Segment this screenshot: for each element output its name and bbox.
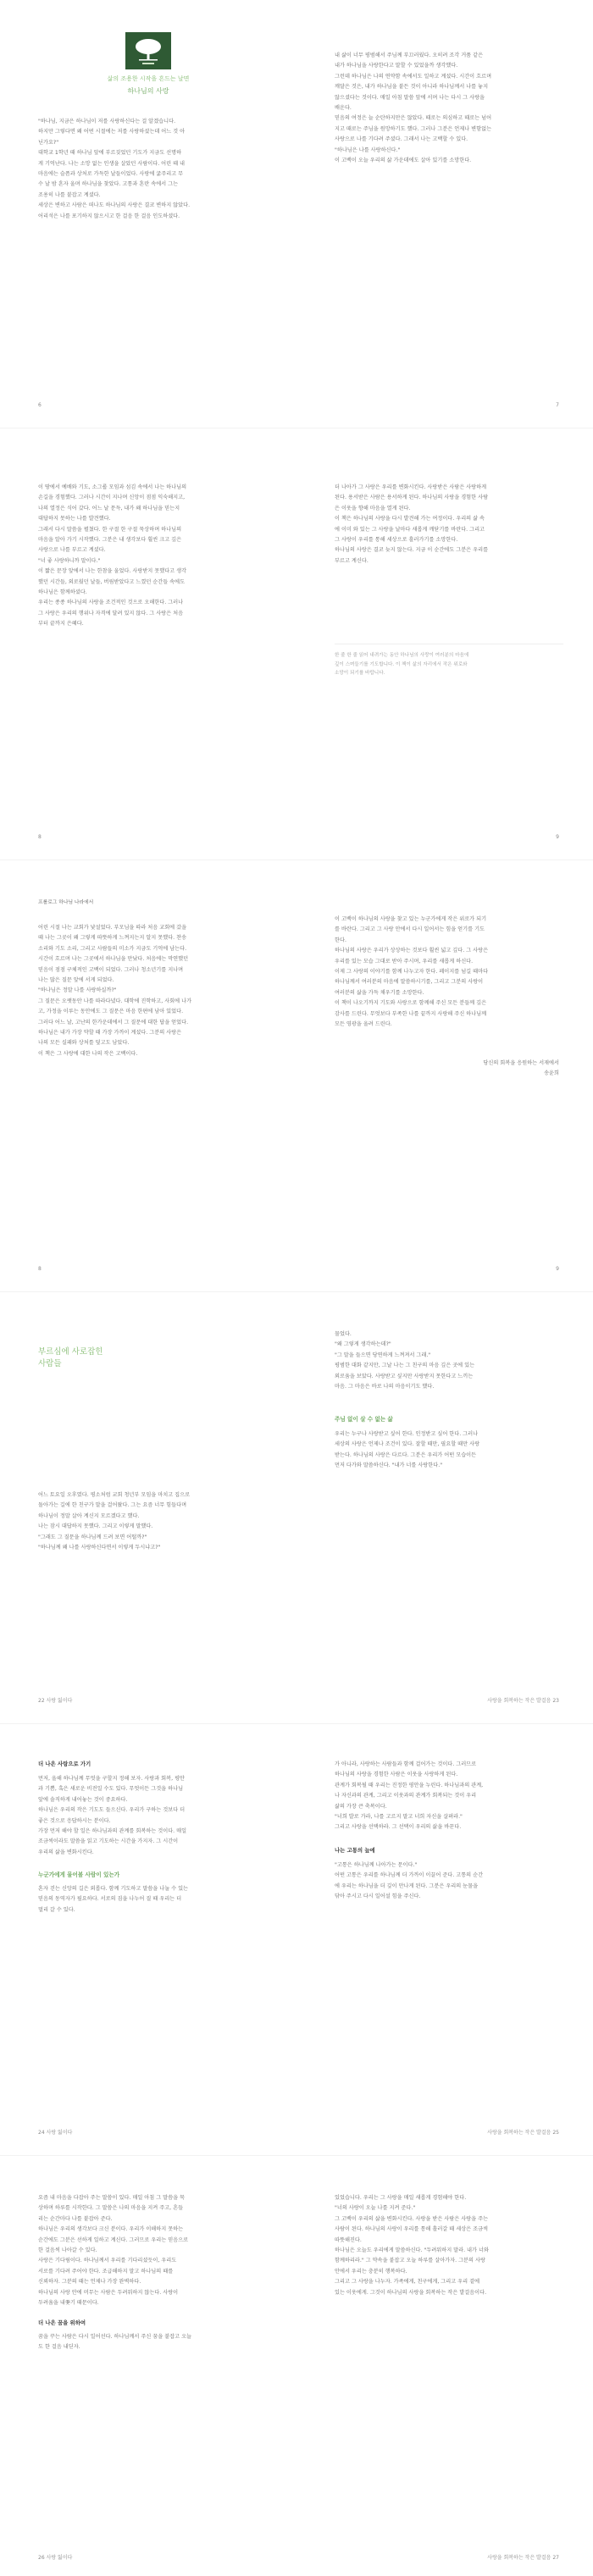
page-number: [38, 2553, 72, 2561]
title-line-1: 삶의 조용한 시작을 흔드는 날면: [107, 75, 190, 82]
page-number-label: 사랑 잃이다: [46, 2130, 73, 2136]
page-number-label: 사랑 잃이다: [46, 2555, 73, 2561]
spread-6: [0, 2159, 593, 2576]
body-text: "하나님, 지금은 하나님이 저를 사랑하신다는 걸 알겠습니다. 하지만 그렇다면 왜 어떤 시절에는 저를 사랑하셨는데 어느 것 아 닌가요?" 대학교 1학년 때 하나님 앞에 부르짖었던 기도가 지금도 선명하 게 기억난다. 나는 소망 없는 인생을 살았던 사람이다. 어린 때 내 마음에는 슬픔과 상처로 가득한 날들이었다. 사랑에 굶주리고 무 수 날 밤 혼자 울며 하나님을 찾았다. 고통과 혼란 속에서 그는 조용히 나를 붙잡고 계셨다. 세상은 변하고 사람은 떠나도 하나님의 사랑은 결코 변하지 않았다. 어리석은 나를 포기하지 않으시고 한 걸음 한 걸음 인도하셨다.: [38, 119, 191, 219]
spread-2: [0, 432, 593, 855]
page-number: 9: [556, 1266, 559, 1272]
spread-divider: [0, 1291, 593, 1292]
page-26: [0, 2159, 296, 2576]
signature-place: 당신의 회복을 응원하는 서재에서: [483, 1060, 559, 1066]
page-6: [0, 0, 296, 423]
page-9: [296, 432, 593, 855]
page-number: [487, 1696, 559, 1704]
page-number-value: 22: [38, 1698, 45, 1704]
spread-3: [0, 864, 593, 1287]
page-25: [296, 1727, 593, 2151]
page-number-value: 24: [38, 2130, 45, 2136]
page-number: 6: [38, 402, 42, 408]
body-text: 이 고백이 하나님의 사랑을 찾고 있는 누군가에게 작은 위로가 되기 를 바란다. 그리고 그 사랑 안에서 다시 일어서는 힘을 얻기를 기도 한다. 하나님의 사랑은 우리가 상상하는 것보다 훨씬 넓고 깊다. 그 사랑은 우리를 있는 모습 그대로 받아 주시며, 우리를 새롭게 하신다. 이제 그 사랑의 이야기를 함께 나누고자 한다. 페이지를 넘길 때마다 하나님께서 여러분의 마음에 말씀하시기를, 그리고 그분의 사랑이 여러분의 삶을 가득 채우기를 소망한다. 이 책이 나오기까지 기도와 사랑으로 함께해 주신 모든 분들께 깊은 감사를 드린다. 무엇보다 부족한 나를 끝까지 사랑해 주신 하나님께 모든 영광을 올려 드린다.: [335, 916, 489, 1028]
page-number-value: 23: [552, 1698, 559, 1704]
body-text-2: 꿈을 꾸는 사람은 다시 일어선다. 하나님께서 주신 꿈을 붙잡고 오늘 도 한 걸음 내딛자.: [38, 2334, 192, 2351]
section-subhead: 더 나은 꿈을 위하여: [38, 2319, 86, 2326]
page-number: [487, 2553, 559, 2561]
body-text: 어느 토요일 오후였다. 평소처럼 교회 청년부 모임을 마치고 집으로 돌아가는 길에 한 친구가 말을 걸어왔다. 그는 요즘 너무 힘들다며 하나님이 정말 살아 계신지 모르겠다고 했다. 나는 잠시 대답하지 못했다. 그리고 이렇게 말했다. "그래도 그 질문을 하나님께 드려 보면 어떨까?" "하나님께 왜 나를 사랑하신다면서 이렇게 두시냐고?": [38, 1492, 191, 1551]
page-number-value: 27: [552, 2555, 559, 2561]
page-number: [38, 1696, 72, 1704]
page-number-label: 사랑을 회복하는 작은 발걸음: [487, 2555, 551, 2561]
body-text-2: 혼자 걷는 신앙의 길은 외롭다. 함께 기도하고 말씀을 나눌 수 있는 믿음의 동역자가 필요하다. 서로의 짐을 나누어 질 때 우리는 더 멀리 갈 수 있다.: [38, 1886, 189, 1913]
page-number-label: 사랑을 회복하는 작은 발걸음: [487, 1698, 551, 1704]
page-number: 8: [38, 834, 42, 840]
spread-4: [0, 1296, 593, 1719]
spread-1: [0, 0, 593, 423]
page-8: [0, 432, 296, 855]
tree-logo-icon: [125, 32, 171, 69]
spread-divider: [0, 1723, 593, 1724]
spread-5: [0, 1727, 593, 2151]
body-text: 먼저, 올해 하나님께 무엇을 구할지 정해 보자. 사랑과 회복, 평안 과 기쁨, 혹은 새로운 비전일 수도 있다. 무엇이든 그것을 하나님 앞에 솔직하게 내어놓는 것이 중요하다. 하나님은 우리의 작은 기도도 들으신다. 우리가 구하는 것보다 더 좋은 것으로 응답하시는 분이다. 가장 먼저 해야 할 일은 하나님과의 관계를 회복하는 것이다. 매일 조금씩이라도 말씀을 읽고 기도하는 시간을 가지자. 그 시간이 우리의 삶을 변화시킨다.: [38, 1776, 187, 1855]
title-line-2: 하나님의 사랑: [127, 87, 169, 95]
chapter-title-block: [0, 75, 296, 96]
page-number-label: 사랑을 회복하는 작은 발걸음: [487, 2130, 551, 2136]
spread-divider: [0, 2155, 593, 2156]
section-subhead: 나는 고통의 늪에: [335, 1847, 375, 1854]
section-subhead: 주님 없이 살 수 없는 삶: [335, 1416, 393, 1423]
author-note: 한 줄 한 줄 읽어 내려가는 동안 하나님의 사랑이 여러분의 마음에 깊이 스며들기를 기도합니다. 이 책이 삶의 자리에서 작은 위로와 소망이 되기를 바랍니다.: [335, 644, 563, 678]
page-prologue-left: [0, 864, 296, 1287]
page-23: [296, 1296, 593, 1719]
section-subhead-2: 누군가에게 물어볼 사람이 있는가: [38, 1871, 120, 1878]
page-number: 9: [556, 834, 559, 840]
page-number: [487, 2128, 559, 2136]
page-number-value: 26: [38, 2555, 45, 2561]
author-name: 송윤희: [544, 1070, 559, 1076]
page-prologue-right: [296, 864, 593, 1287]
body-text: 있었습니다. 우리는 그 사랑을 매일 새롭게 경험해야 한다. "너의 사랑이 오늘 나를 지켜 준다." 그 고백이 우리의 삶을 변화시킨다. 사랑을 받은 사람은 사랑을 주는 사람이 된다. 하나님의 사랑이 우리를 통해 흘러갈 때 세상은 조금씩 따뜻해진다. 하나님은 오늘도 우리에게 말씀하신다. "두려워하지 말라. 내가 너와 함께하리라." 그 약속을 붙잡고 오늘 하루를 살아가자. 그분의 사랑 안에서 우리는 충분히 행복하다. 그리고 그 사랑을 나누자. 가족에게, 친구에게, 그리고 우리 곁에 있는 이웃에게. 그것이 하나님의 사랑을 회복하는 작은 발걸음이다.: [335, 2195, 489, 2296]
body-text: 어린 시절 나는 교회가 낯설었다. 부모님을 따라 처음 교회에 갔을 때 나는 그곳이 왜 그렇게 따뜻하게 느껴지는지 알지 못했다. 찬송 소리와 기도 소리, 그리고 사람들의 미소가 지금도 기억에 남는다. 시간이 흐르며 나는 그곳에서 하나님을 만났다. 처음에는 막연했던 믿음이 점점 구체적인 고백이 되었다. 그러나 청소년기를 지나며 나는 많은 질문 앞에 서게 되었다. "하나님은 정말 나를 사랑하실까?" 그 질문은 오랫동안 나를 따라다녔다. 대학에 진학하고, 사회에 나가 고, 가정을 이루는 동안에도 그 질문은 마음 한편에 남아 있었다. 그러다 어느 날, 고난의 한가운데에서 그 질문에 대한 답을 얻었다. 하나님은 내가 가장 약할 때 가장 가까이 계셨다. 그분의 사랑은 나의 모든 실패와 상처를 덮고도 남았다. 이 책은 그 사랑에 대한 나의 작은 고백이다.: [38, 925, 192, 1057]
body-text: 물었다. "왜 그렇게 생각하는데?" "그 말을 들으면 당연하게 느껴져서 그래." 평범한 대화 같지만, 그날 나는 그 친구의 마음 깊은 곳에 있는 외로움을 보았다. 사랑받고 싶지만 사랑받지 못한다고 느끼는 마음. 그 마음은 바로 나의 마음이기도 했다.: [335, 1331, 475, 1390]
chapter-title-line-1: 부르심에 사로잡힌: [38, 1347, 103, 1357]
page-22: [0, 1296, 296, 1719]
chapter-title-line-2: 사람들: [38, 1359, 62, 1368]
running-head: 프롤로그 하나님 나라에서: [38, 900, 94, 905]
page-number: 8: [38, 1266, 42, 1272]
page-7: [296, 0, 593, 423]
chapter-title: [38, 1346, 103, 1370]
page-number: [38, 2128, 72, 2136]
page-number-value: 25: [552, 2130, 559, 2136]
page-number: 7: [556, 402, 559, 408]
body-text-2: "고통은 하나님께 나아가는 문이다." 어떤 고통은 우리를 하나님께 더 가까이 이끌어 준다. 고통의 순간 에 우리는 하나님을 더 깊이 만나게 된다. 그분은 우리의 눈물을 닦아 주시고 다시 일어설 힘을 주신다.: [335, 1862, 484, 1900]
body-text-2: 우리는 누구나 사랑받고 싶어 한다. 인정받고 싶어 한다. 그러나 세상의 사랑은 언제나 조건이 있다. 잘할 때만, 필요할 때만 사랑 받는다. 하나님의 사랑은 다르다. 그분은 우리가 어떤 모습이든 먼저 다가와 말씀하신다. "내가 너를 사랑한다.": [335, 1431, 480, 1469]
body-text: 요즘 내 마음을 다잡아 주는 말씀이 있다. 매일 아침 그 말씀을 묵 상하며 하루를 시작한다. 그 말씀은 나의 마음을 지켜 주고, 흔들 리는 순간마다 나를 붙잡아 준다. 하나님은 우리의 생각보다 크신 분이다. 우리가 이해하지 못하는 순간에도 그분은 선하게 일하고 계신다. 그러므로 우리는 믿음으로 한 걸음씩 나아갈 수 있다. 사랑은 기다림이다. 하나님께서 우리를 기다리셨듯이, 우리도 서로를 기다려 주어야 한다. 조급해하지 말고 하나님의 때를 신뢰하자. 그분의 때는 언제나 가장 완벽하다. 하나님의 사랑 안에 머무는 사람은 두려워하지 않는다. 사랑이 두려움을 내쫓기 때문이다.: [38, 2195, 189, 2307]
section-subhead: 더 나은 사랑으로 가기: [38, 1761, 91, 1767]
page-27: [296, 2159, 593, 2576]
body-text: 내 삶이 너무 평범해서 주님께 부끄러웠다. 오히려 조각 거품 같은 내가 하나님을 사랑한다고 말할 수 있었을까 생각했다. 그런데 하나님은 나의 연약함 속에서도 일하고 계셨다. 시간이 흐르며 깨달은 것은, 내가 하나님을 붙든 것이 아니라 하나님께서 나를 놓지 않으셨다는 것이다. 매일 아침 말씀 앞에 서며 나는 다시 그 사랑을 배운다. 믿음의 여정은 늘 순탄하지만은 않았다. 때로는 의심하고 때로는 넘어 지고 때로는 주님을 원망하기도 했다. 그러나 그분은 언제나 변함없는 사랑으로 나를 기다려 주셨다. 그래서 나는 고백할 수 있다. "하나님은 나를 사랑하신다." 이 고백이 오늘 우리의 삶 가운데에도 살아 있기를 소망한다.: [335, 53, 492, 164]
body-text: 더 나아가 그 사랑은 우리를 변화시킨다. 사랑받은 사람은 사랑하게 된다. 용서받은 사람은 용서하게 된다. 하나님의 사랑을 경험한 사람 은 이웃을 향해 마음을 열게 된다. 이 책은 하나님의 사랑을 다시 발견해 가는 여정이다. 우리의 삶 속 에 이미 와 있는 그 사랑을 날마다 새롭게 깨닫기를 바란다. 그리고 그 사랑이 우리를 통해 세상으로 흘러가기를 소망한다. 하나님의 사랑은 결코 늦지 않는다. 지금 이 순간에도 그분은 우리를 부르고 계신다.: [335, 484, 489, 564]
body-text: 이 땅에서 예배와 기도, 소그룹 모임과 섬김 속에서 나는 하나님의 손길을 경험했다. 그러나 시간이 지나며 신앙이 점점 익숙해지고, 나의 열정은 식어 갔다. 어느 날 문득, 내가 왜 하나님을 믿는지 대답하지 못하는 나를 발견했다. 그래서 다시 말씀을 펼쳤다. 한 구절 한 구절 묵상하며 하나님의 마음을 알아 가기 시작했다. 그분은 내 생각보다 훨씬 크고 깊은 사랑으로 나를 부르고 계셨다. "너 좋 사랑하니까 말이다." 이 짧은 문장 앞에서 나는 한참을 울었다. 사랑받지 못했다고 생각 했던 시간들, 외로웠던 날들, 버림받았다고 느꼈던 순간들 속에도 하나님은 함께하셨다. 우리는 종종 하나님의 사랑을 조건적인 것으로 오해한다. 그러나 그 사랑은 우리의 행위나 자격에 달려 있지 않다. 그 사랑은 처음 부터 끝까지 은혜다.: [38, 484, 187, 627]
body-text: 가 아니라, 사랑하는 사람들과 함께 걸어가는 것이다. 그러므로 하나님의 사랑을 경험한 사람은 이웃을 사랑하게 된다. 관계가 회복될 때 우리는 진정한 평안을 누린다. 하나님과의 관계, 나 자신과의 관계, 그리고 이웃과의 관계가 회복되는 것이 우리 삶의 가장 큰 축복이다. "너희 발로 가라, 나를 고르지 말고 너희 자신을 살펴라." 그리고 사랑을 선택하라. 그 선택이 우리의 삶을 바꾼다.: [335, 1761, 484, 1831]
signature-block: [483, 1059, 559, 1079]
page-number-label: 사랑 잃이다: [46, 1698, 73, 1704]
page-24: [0, 1727, 296, 2151]
